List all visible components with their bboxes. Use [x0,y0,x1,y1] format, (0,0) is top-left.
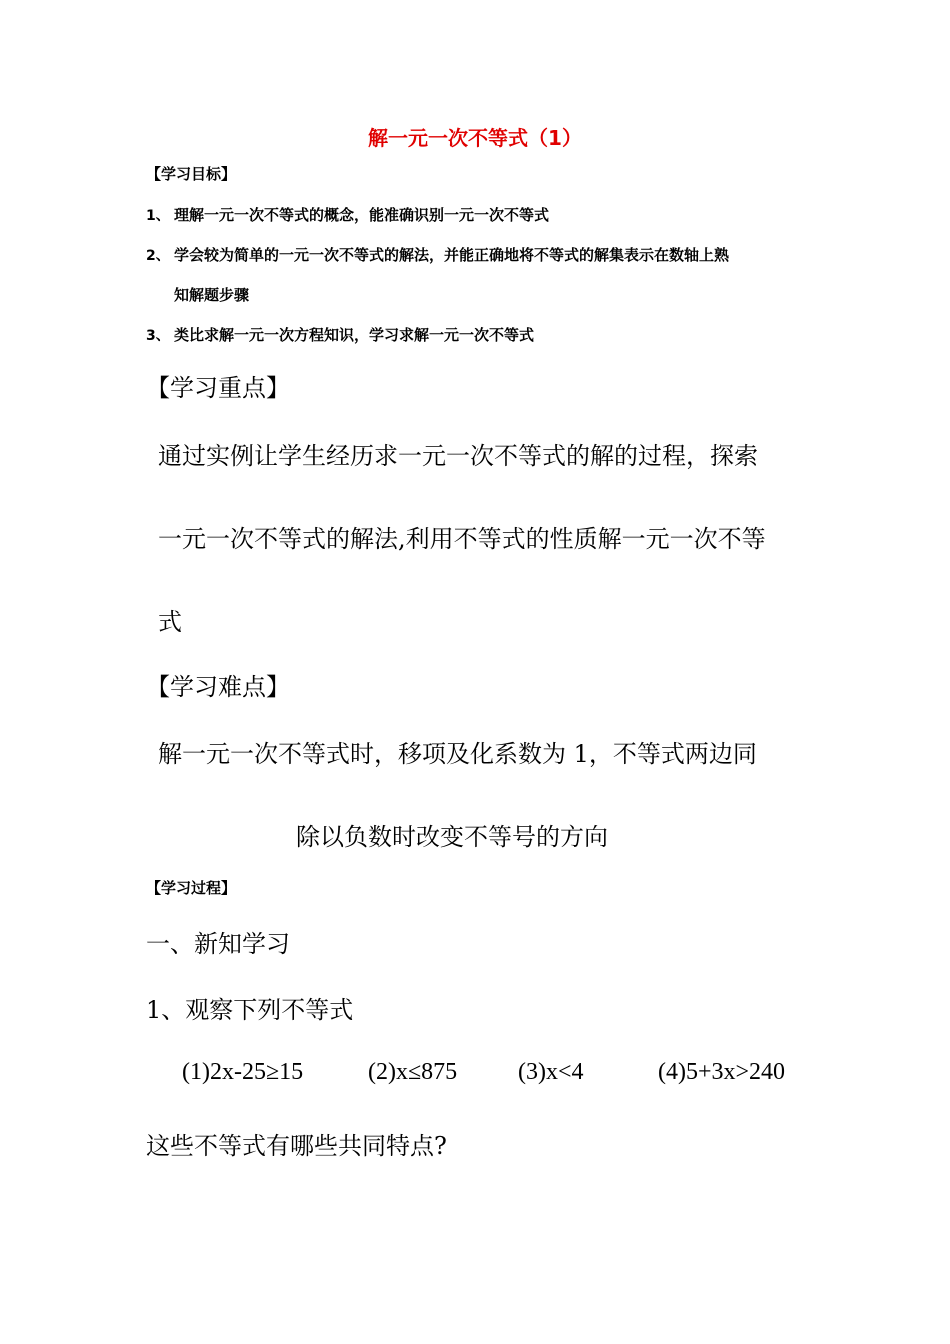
objectives-heading: 【学习目标】 [146,165,237,183]
objective-1-number: 1、 [146,208,170,224]
inequality-4: (4)5+3x>240 [658,1059,786,1085]
common-features-question: 这些不等式有哪些共同特点? [146,1132,447,1160]
inequality-1: (1)2x-25≥15 [182,1059,304,1085]
difficulties-line-2: 除以负数时改变不等号的方向 [296,823,608,851]
key-points-heading: 【学习重点】 [146,374,290,402]
key-points-line-1: 通过实例让学生经历求一元一次不等式的解的过程，探索 [158,442,758,470]
difficulties-heading: 【学习难点】 [146,673,290,701]
key-points-line-2: 一元一次不等式的解法,利用不等式的性质解一元一次不等 [158,525,766,553]
difficulties-line-1: 解一元一次不等式时，移项及化系数为 1，不等式两边同 [158,740,757,768]
objective-2-text-line-1: 学会较为简单的一元一次不等式的解法，并能正确地将不等式的解集表示在数轴上熟 [174,246,730,264]
key-points-line-3: 式 [158,608,182,636]
objective-3-text: 类比求解一元一次方程知识，学习求解一元一次不等式 [174,326,535,344]
objective-2-text-line-2: 知解题步骤 [174,286,250,304]
document-title: 解一元一次不等式（1） [368,126,582,150]
section-title: 一、新知学习 [146,930,290,958]
item-1-observe: 1、观察下列不等式 [146,996,354,1024]
process-heading: 【学习过程】 [146,879,237,897]
objective-3-number: 3、 [146,328,170,344]
inequality-2: (2)x≤875 [368,1059,458,1085]
objective-1-text: 理解一元一次不等式的概念，能准确识别一元一次不等式 [174,206,550,224]
objective-2-number: 2、 [146,248,170,264]
inequality-3: (3)x<4 [518,1059,584,1085]
